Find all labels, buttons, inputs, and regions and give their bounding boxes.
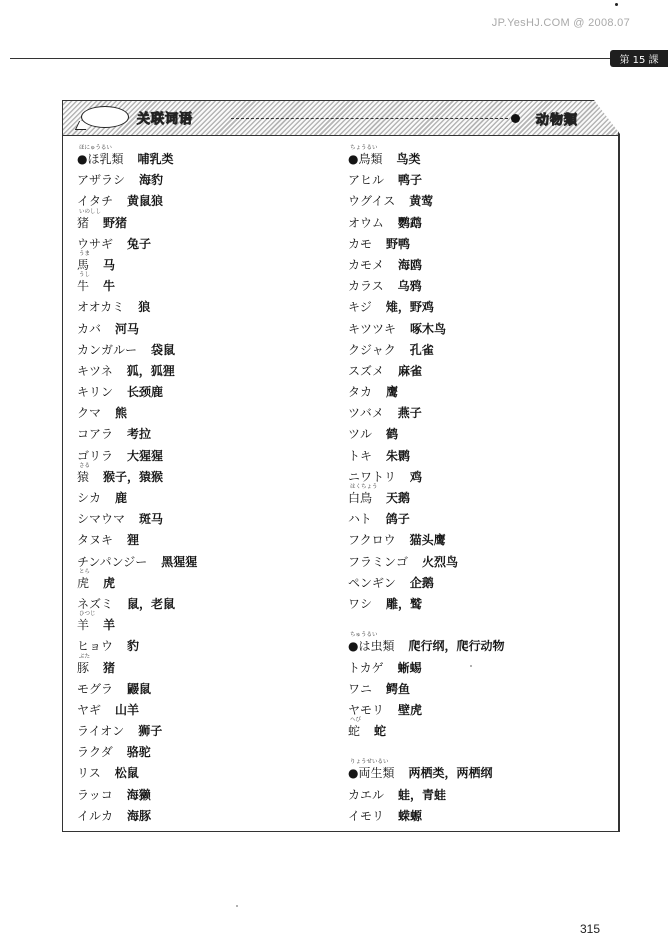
banner-category: 动物類	[535, 113, 578, 128]
vocab-translation: 麻雀	[398, 363, 423, 378]
vocab-term: クジャク	[348, 342, 396, 357]
vocab-translation: 松鼠	[114, 766, 139, 781]
vocab-translation: 马	[103, 257, 116, 272]
section-banner	[63, 101, 618, 136]
vocab-entry	[77, 340, 327, 361]
vocab-term: イモリ	[348, 808, 385, 823]
vocab-translation: 狮子	[138, 724, 163, 739]
vocab-term: カンガルー	[77, 342, 138, 357]
vocab-entry	[348, 594, 608, 615]
vocab-entry	[77, 403, 327, 424]
vocab-translation: 狸	[127, 533, 140, 548]
vocab-term: アザラシ	[77, 173, 126, 188]
vocab-term: ウグイス	[348, 194, 396, 209]
vocab-term: フクロウ	[348, 533, 396, 548]
vocab-entry	[348, 170, 608, 191]
category-heading	[77, 145, 327, 170]
vocab-term: キジ	[348, 300, 372, 315]
vocab-translation: 斑马	[139, 512, 164, 527]
vocab-translation: 鼹鼠	[127, 681, 152, 696]
section-spacer	[348, 615, 608, 639]
vocab-term: カバ	[77, 321, 102, 336]
vocab-translation: 朱鹮	[386, 448, 411, 463]
vocab-entry	[77, 653, 327, 679]
vocab-translation: 哺乳类	[137, 152, 174, 166]
vocab-entry	[77, 530, 327, 551]
vocab-translation: 大猩猩	[127, 448, 164, 463]
vocab-translation: 鸽子	[385, 512, 410, 527]
vocab-translation: 鹰	[386, 385, 399, 400]
header-rule	[10, 58, 615, 59]
vocab-term: ペンギン	[348, 575, 396, 590]
vocab-term: ニワトリ	[348, 469, 397, 484]
vocab-entry	[348, 191, 608, 212]
vocab-term: フラミンゴ	[348, 554, 409, 569]
vocab-translation: 蝾螈	[398, 808, 423, 823]
vocab-entry	[77, 234, 327, 255]
vocab-translation: 袋鼠	[151, 342, 176, 357]
vocab-term: シマウマ	[77, 512, 126, 527]
vocab-translation: 狐，狐狸	[126, 363, 175, 378]
vocab-term: ウサギ	[77, 236, 114, 251]
vocab-translation: 海豚	[127, 808, 152, 823]
vocab-translation: 狼	[138, 300, 151, 315]
vocab-entry	[77, 568, 327, 594]
banner-corner	[594, 100, 620, 134]
vocab-translation: 鸡	[410, 469, 423, 484]
vocab-entry	[77, 191, 327, 212]
vocab-translation: 猪	[103, 660, 116, 675]
vocab-term: クマ	[77, 406, 102, 421]
vocab-translation: 壁虎	[398, 702, 423, 717]
vocab-term: ヤギ	[77, 702, 102, 717]
vocab-term: タカ	[348, 385, 373, 400]
banner-dashed-line	[231, 118, 508, 119]
vocab-entry	[77, 424, 327, 445]
vocab-translation: 雕，鹫	[386, 596, 423, 611]
vocab-translation: 鸭子	[398, 173, 423, 188]
vocab-entry	[77, 552, 327, 573]
vocab-term: シカ	[77, 491, 102, 505]
vocab-translation: 乌鸦	[397, 279, 422, 294]
scan-speck	[615, 3, 618, 6]
vocab-translation: 天鹅	[386, 491, 411, 505]
vocab-entry	[348, 213, 608, 234]
vocab-translation: 猴子，猿猴	[103, 469, 164, 484]
scan-speck	[236, 905, 238, 907]
vocab-term: ツバメ	[348, 406, 384, 421]
vocab-entry	[348, 484, 608, 509]
vocab-entry	[348, 276, 608, 297]
vocab-entry	[348, 403, 608, 424]
vocab-term: オウム	[348, 215, 384, 230]
vocab-translation: 鳄鱼	[386, 681, 411, 696]
vocab-term: ライオン	[77, 724, 125, 739]
vocab-translation: 野鸭	[386, 236, 411, 251]
vocab-term: 羊	[77, 618, 90, 633]
banner-title: 关联词语	[137, 112, 194, 127]
vocab-term: 蛇	[348, 724, 361, 739]
vocab-entry	[348, 717, 608, 742]
vocab-entry	[348, 446, 608, 467]
vocab-term: ヒョウ	[77, 639, 114, 654]
vocab-translation: 豹	[127, 639, 140, 654]
vocab-entry	[77, 785, 327, 806]
furigana: ぶた	[79, 653, 91, 660]
furigana: うし	[79, 272, 91, 279]
vocab-term: ヤモリ	[348, 702, 385, 717]
vocab-term: カモメ	[348, 257, 385, 272]
vocab-translation: 燕子	[397, 406, 422, 421]
vocab-term: オオカミ	[77, 300, 125, 315]
vocab-translation: 雉，野鸡	[385, 300, 434, 315]
vocab-term: カモ	[348, 236, 373, 251]
vocab-entry	[348, 785, 608, 806]
vocab-term: 牛	[77, 279, 90, 294]
vocab-entry	[348, 806, 608, 827]
vocab-entry	[77, 170, 327, 191]
vocab-entry	[348, 679, 608, 700]
vocab-entry	[348, 234, 608, 255]
vocab-term: ワニ	[348, 681, 373, 696]
vocab-translation: 山羊	[115, 702, 140, 717]
left-column	[77, 145, 327, 827]
vocab-term: イルカ	[77, 808, 114, 823]
vocab-term: タヌキ	[77, 533, 114, 548]
vocab-term: イタチ	[77, 194, 114, 209]
vocab-entry	[77, 679, 327, 700]
vocab-entry	[348, 700, 608, 724]
vocab-term: 猪	[77, 215, 90, 230]
vocab-translation: 鹤	[386, 427, 399, 442]
vocab-entry	[77, 297, 327, 318]
vocab-entry	[348, 255, 608, 276]
vocab-entry	[77, 488, 327, 509]
vocab-term: 虎	[77, 575, 90, 590]
vocab-term: キツツキ	[348, 321, 397, 336]
vocab-entry	[77, 742, 327, 763]
right-column	[348, 145, 608, 827]
vocab-translation: 企鹅	[409, 575, 434, 590]
vocab-translation: 考拉	[127, 427, 152, 442]
vocab-entry	[77, 509, 327, 530]
vocab-translation: 海鸥	[398, 257, 423, 272]
vocab-translation: 猫头鹰	[409, 533, 446, 548]
vocab-term: ●鳥類	[348, 152, 383, 166]
vocab-term: 猿	[77, 469, 90, 484]
watermark: JP.YesHJ.COM @ 2008.07	[491, 17, 630, 29]
vocab-translation: 长颈鹿	[127, 385, 164, 400]
vocab-translation: 孔雀	[409, 342, 434, 357]
vocab-entry	[348, 530, 608, 551]
vocab-translation: 骆驼	[126, 745, 151, 760]
vocab-entry	[77, 446, 327, 467]
vocab-translation: 牛	[103, 279, 116, 294]
vocab-entry	[348, 340, 608, 361]
furigana: りょうせいるい	[350, 759, 389, 766]
vocab-term: ツル	[348, 427, 373, 442]
vocab-translation: 鹿	[115, 491, 128, 505]
furigana: はくちょう	[350, 484, 378, 490]
vocab-term: アヒル	[348, 173, 385, 188]
vocab-term: 馬	[77, 257, 90, 272]
vocab-translation: 火烈鸟	[422, 554, 459, 569]
vocab-translation: 熊	[115, 406, 128, 421]
vocab-translation: 河马	[115, 321, 140, 336]
furigana: ちょうるい	[350, 145, 378, 151]
furigana: へび	[350, 717, 362, 724]
vocab-term: カエル	[348, 787, 385, 802]
vocab-translation: 两栖类，两栖纲	[408, 766, 493, 781]
category-heading	[348, 759, 608, 784]
vocab-entry	[77, 382, 327, 403]
vocab-translation: 蜥蜴	[397, 660, 422, 675]
vocab-entry	[77, 763, 327, 784]
vocab-entry	[77, 272, 327, 297]
furigana: さる	[79, 462, 91, 469]
vocab-entry	[77, 462, 327, 488]
vocab-entry	[77, 721, 327, 742]
vocab-term: リス	[77, 766, 101, 781]
vocab-term: ●両生類	[348, 766, 395, 781]
vocab-entry	[77, 611, 327, 636]
furigana: うま	[79, 250, 91, 257]
vocab-term: ハト	[348, 512, 372, 527]
category-heading	[348, 145, 608, 170]
vocab-translation: 羊	[103, 618, 116, 633]
vocab-entry	[77, 208, 327, 234]
vocab-term: コアラ	[77, 427, 114, 442]
vocab-entry	[77, 250, 327, 279]
vocab-entry	[348, 297, 608, 318]
vocab-translation: 黑猩猩	[161, 554, 198, 569]
vocab-translation: 鼠，老鼠	[127, 596, 176, 611]
furigana: ちゅうるい	[350, 632, 378, 639]
vocab-translation: 兔子	[127, 236, 152, 251]
category-heading	[348, 632, 608, 657]
vocab-translation: 鹦鹉	[397, 215, 422, 230]
vocab-entry	[77, 319, 327, 340]
vocab-translation: 海豹	[139, 173, 164, 188]
vocab-term: スズメ	[348, 363, 385, 378]
vocab-translation: 野猪	[103, 215, 128, 230]
furigana: ひつじ	[79, 611, 96, 618]
vocab-entry	[77, 636, 327, 657]
vocab-translation: 黄鼠狼	[127, 194, 164, 209]
vocab-entry	[77, 806, 327, 827]
vocab-translation: 爬行纲，爬行动物	[408, 639, 505, 654]
vocab-term: ●ほ乳類	[77, 152, 124, 166]
lesson-tab: 第 15 課	[610, 50, 668, 67]
vocab-term: ラッコ	[77, 787, 113, 802]
vocab-translation: 啄木鸟	[410, 321, 447, 336]
vocab-entry	[348, 361, 608, 382]
vocab-entry	[348, 424, 608, 445]
vocab-term: モグラ	[77, 681, 114, 696]
vocab-term: 白鳥	[348, 491, 373, 505]
vocab-translation: 黄莺	[409, 194, 434, 209]
furigana: いのしし	[79, 208, 102, 215]
vocab-entry	[348, 573, 608, 594]
vocab-term: ワシ	[348, 596, 373, 611]
vocab-term: トカゲ	[348, 660, 384, 675]
vocabulary-panel	[62, 100, 620, 832]
vocab-translation: 海獭	[126, 787, 151, 802]
vocab-entry	[77, 594, 327, 618]
vocab-term: 豚	[77, 660, 90, 675]
vocab-entry	[348, 552, 608, 573]
vocab-entry	[77, 361, 327, 382]
vocab-term: ゴリラ	[77, 448, 114, 463]
vocab-term: ラクダ	[77, 745, 113, 760]
vocab-term: トキ	[348, 448, 373, 463]
scan-speck	[470, 665, 472, 667]
vocab-translation: 蛇	[374, 724, 387, 739]
bullet-dot-icon	[511, 114, 520, 123]
vocab-term: チンパンジー	[77, 554, 148, 569]
furigana: ほにゅうるい	[79, 145, 112, 151]
vocab-entry	[348, 319, 608, 340]
vocab-entry	[77, 700, 327, 721]
vocab-term: ネズミ	[77, 596, 114, 611]
vocab-entry	[348, 509, 608, 530]
furigana: とら	[79, 568, 91, 575]
vocab-entry	[348, 382, 608, 403]
page-number: 315	[580, 922, 601, 936]
vocab-translation: 蛙，青蛙	[398, 787, 447, 802]
vocab-term: キツネ	[77, 363, 113, 378]
vocab-term: キリン	[77, 385, 114, 400]
vocab-entry	[348, 467, 608, 488]
speech-bubble-icon	[81, 106, 129, 128]
vocab-translation: 虎	[103, 575, 116, 590]
vocab-entry	[348, 658, 608, 679]
vocab-term: カラス	[348, 279, 384, 294]
vocab-translation: 鸟类	[396, 152, 421, 166]
vocab-term: ●は虫類	[348, 639, 395, 654]
